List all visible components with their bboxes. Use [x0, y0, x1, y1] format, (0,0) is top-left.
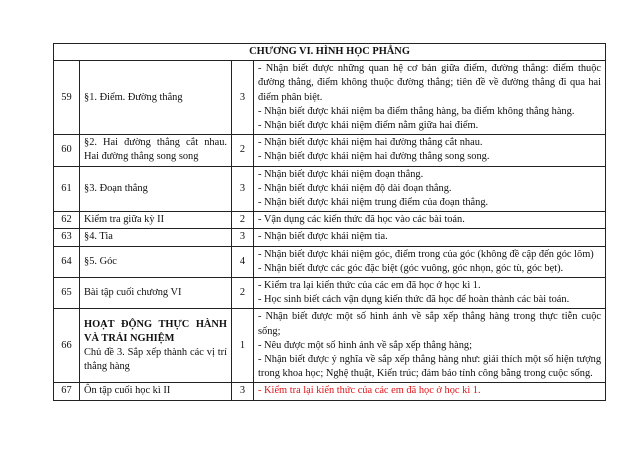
lesson-number: 60	[54, 135, 80, 166]
lesson-title-cell	[80, 229, 232, 246]
chapter-header-row	[54, 44, 606, 61]
lesson-periods: 1	[232, 309, 254, 383]
requirement-item: - Nhận biết được các góc đặc biệt (góc vuông, góc nhọn, góc tù, góc bẹt).	[258, 262, 564, 274]
requirement-item: - Kiểm tra lại kiến thức của các em đã học ở học kì 1.	[258, 385, 481, 397]
lesson-title-cell	[80, 309, 232, 383]
table-row	[54, 246, 606, 277]
requirement-item: - Nhận biết được ý nghĩa về sắp xếp thẳng hàng như: giải thích một số hiện tượng trong khoa học; Nghệ thuật, Kiến trúc; đảm bảo tính công bằng trong cuộc sống.	[258, 354, 602, 380]
lesson-number: 62	[54, 212, 80, 229]
lesson-title: Chủ đề 3. Sắp xếp thành các vị trí thẳng hàng	[84, 346, 227, 373]
table-row	[54, 309, 606, 383]
table-row	[54, 135, 606, 166]
lesson-periods: 3	[232, 229, 254, 246]
lesson-periods: 2	[232, 278, 254, 309]
lesson-requirements-cell	[254, 383, 606, 400]
lesson-requirements-cell	[254, 135, 606, 166]
lesson-title-cell	[80, 135, 232, 166]
lesson-title-bold: HOẠT ĐỘNG THỰC HÀNH VÀ TRẢI NGHIỆM	[84, 318, 227, 344]
lesson-periods: 2	[232, 135, 254, 166]
lesson-number: 59	[54, 61, 80, 135]
lesson-number: 63	[54, 229, 80, 246]
lesson-periods: 3	[232, 166, 254, 212]
lesson-requirements-cell	[254, 166, 606, 212]
table-row	[54, 61, 606, 135]
table-row	[54, 166, 606, 212]
requirement-item: - Nhận biết được khái niệm tia.	[258, 231, 388, 243]
lesson-title: §1. Điểm. Đường thẳng	[84, 91, 183, 103]
lesson-title: §2. Hai đường thẳng cắt nhau. Hai đường thẳng song song	[84, 137, 227, 163]
requirement-item: - Nhận biết được khái niệm hai đường thẳng song song.	[258, 151, 490, 163]
requirement-item: - Nhận biết được khái niệm đoạn thẳng.	[258, 168, 424, 180]
requirement-item: - Nêu được một số hình ảnh về sắp xếp thẳng hàng;	[258, 339, 472, 351]
table-row	[54, 383, 606, 400]
lesson-number: 66	[54, 309, 80, 383]
lesson-title-cell	[80, 278, 232, 309]
lesson-number: 67	[54, 383, 80, 400]
lesson-title-cell	[80, 246, 232, 277]
requirement-item: - Học sinh biết cách vận dụng kiến thức đã học để hoàn thành các bài toán.	[258, 294, 570, 306]
lesson-periods: 2	[232, 212, 254, 229]
lesson-periods: 3	[232, 61, 254, 135]
requirement-item: - Nhận biết được khái niệm góc, điểm trong của góc (không đề cập đến góc lõm)	[258, 248, 594, 260]
lesson-requirements-cell	[254, 212, 606, 229]
lesson-requirements-cell	[254, 229, 606, 246]
lesson-title-cell	[80, 383, 232, 400]
lesson-title: §4. Tia	[84, 231, 113, 243]
requirement-item: - Nhận biết được khái niệm hai đường thẳng cắt nhau.	[258, 137, 483, 149]
lesson-number: 61	[54, 166, 80, 212]
requirement-item: - Nhận biết được khái niệm điểm nằm giữa hai điểm.	[258, 120, 479, 132]
curriculum-table	[53, 43, 606, 401]
requirement-item: - Nhận biết được những quan hệ cơ bản giữa điểm, đường thẳng: điểm thuộc đường thẳng, điểm không thuộc đường thẳng; tiên đề về đường thẳng đi qua hai điểm phân biệt.	[258, 63, 602, 103]
lesson-title: Kiểm tra giữa kỳ II	[84, 214, 165, 226]
requirement-item: - Nhận biết được khái niệm độ dài đoạn thẳng.	[258, 182, 452, 194]
lesson-title: Ôn tập cuối học kì II	[84, 385, 171, 397]
table-row	[54, 278, 606, 309]
curriculum-table-body	[54, 44, 606, 401]
chapter-title: CHƯƠNG VI. HÌNH HỌC PHẲNG	[54, 44, 606, 61]
lesson-title: §3. Đoạn thẳng	[84, 182, 148, 194]
lesson-requirements-cell	[254, 246, 606, 277]
lesson-periods: 3	[232, 383, 254, 400]
lesson-number: 64	[54, 246, 80, 277]
lesson-title-cell	[80, 61, 232, 135]
requirement-item: - Vận dụng các kiến thức đã học vào các bài toán.	[258, 214, 465, 226]
lesson-title-cell	[80, 166, 232, 212]
requirement-item: - Kiểm tra lại kiến thức của các em đã học ở học kì 1.	[258, 280, 481, 292]
requirement-item: - Nhận biết được một số hình ảnh về sắp xếp thẳng hàng trong thực tiễn cuộc sống;	[258, 311, 602, 337]
table-row	[54, 229, 606, 246]
lesson-periods: 4	[232, 246, 254, 277]
lesson-requirements-cell	[254, 61, 606, 135]
requirement-item: - Nhận biết được khái niệm trung điểm của đoạn thẳng.	[258, 197, 489, 209]
lesson-requirements-cell	[254, 278, 606, 309]
lesson-requirements-cell	[254, 309, 606, 383]
lesson-title: §5. Góc	[84, 255, 117, 267]
requirement-item: - Nhận biết được khái niệm ba điểm thẳng hàng, ba điểm không thẳng hàng.	[258, 105, 575, 117]
lesson-title: Bài tập cuối chương VI	[84, 287, 182, 299]
lesson-title-cell	[80, 212, 232, 229]
table-row	[54, 212, 606, 229]
lesson-number: 65	[54, 278, 80, 309]
